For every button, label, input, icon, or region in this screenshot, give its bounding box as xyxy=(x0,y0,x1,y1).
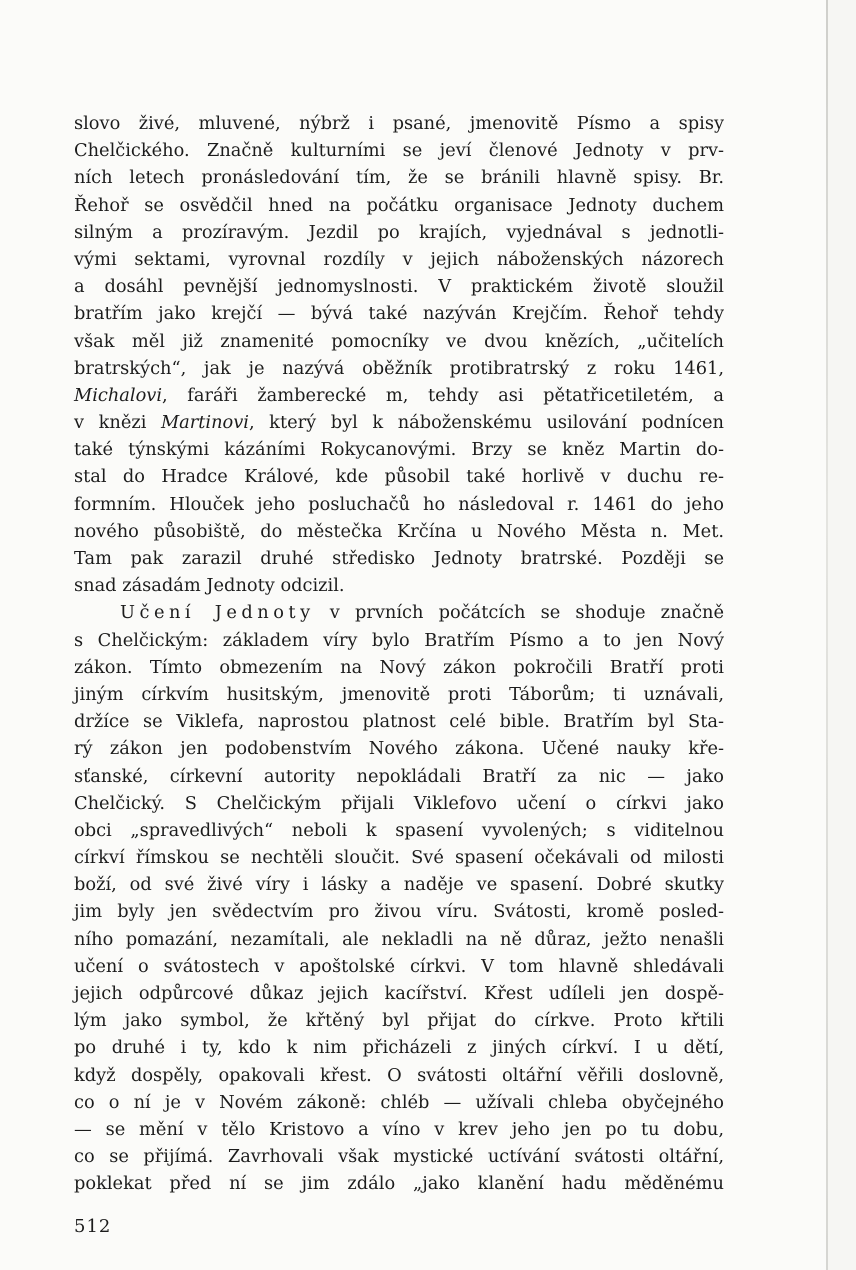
text-segment: slovo živé, mluvené, nýbrž i psané, jmenovitě Písmo a spisy xyxy=(74,113,724,134)
text-segment: rý zákon jen podobenstvím Nového zákona. Učené nauky kře- xyxy=(74,738,724,760)
text-line xyxy=(74,409,724,436)
text-segment: s Chelčickým: základem víry bylo Bratřím Písmo a to jen Nový xyxy=(74,629,724,651)
italic-name: Martinovi xyxy=(160,412,249,434)
text-line xyxy=(74,192,724,219)
text-line xyxy=(74,164,724,191)
text-segment: — se mění v tělo Kristovo a víno v krev jeho jen po tu dobu, xyxy=(74,1118,724,1140)
text-segment: vými sektami, vyrovnal rozdíly v jejich náboženských názorech xyxy=(74,248,724,270)
text-line xyxy=(74,708,724,735)
text-segment: když dospěly, opakovali křest. O svátosti oltářní věřili doslovně, xyxy=(74,1064,724,1086)
text-segment: jejich odpůrcové důkaz jejich kacířství. Křest udíleli jen dospě- xyxy=(74,983,724,1004)
text-segment: církví římskou se nechtěli sloučit. Své spasení očekávali od milosti xyxy=(74,847,724,869)
text-line xyxy=(74,491,724,518)
text-line xyxy=(74,518,724,545)
text-segment: obci „spravedlivých“ neboli k spasení vyvolených; s viditelnou xyxy=(74,819,724,841)
text-segment: v prvních počátcích se shoduje značně xyxy=(314,602,724,624)
text-segment: silným a prozíravým. Jezdil po krajích, vyjednával s jednotli- xyxy=(74,221,724,243)
text-segment: také týnskými kázáními Rokycanovými. Brzy se kněz Martin do- xyxy=(74,439,724,461)
text-line xyxy=(74,110,724,137)
text-line xyxy=(74,137,724,164)
text-line xyxy=(74,572,724,599)
text-segment: v knězi xyxy=(74,412,161,434)
text-line xyxy=(74,300,724,327)
text-line xyxy=(74,355,724,382)
text-line xyxy=(74,219,724,246)
text-line xyxy=(74,681,724,708)
text-line xyxy=(74,1116,724,1143)
text-segment: poklekat před ní se jim zdálo „jako klanění hadu měděnému xyxy=(74,1173,724,1195)
text-segment: Chelčického. Značně kulturními se jeví členové Jednoty v prv- xyxy=(74,140,724,162)
text-segment: ního pomazání, nezamítali, ale nekladli na ně důraz, ježto nenašli xyxy=(74,928,724,950)
text-segment: však měl již znamenité pomocníky ve dvou knězích, „učitelích xyxy=(74,330,724,352)
text-segment: učení o svátostech v apoštolské církvi. V tom hlavně shledávali xyxy=(74,955,724,977)
text-line xyxy=(74,1170,724,1197)
text-segment: co se přijímá. Zavrhovali však mystické uctívání svátosti oltářní, xyxy=(74,1146,724,1168)
text-line xyxy=(74,654,724,681)
text-line xyxy=(74,926,724,953)
text-segment: držíce se Viklefa, naprostou platnost celé bible. Bratřím byl Sta- xyxy=(74,711,724,733)
text-line xyxy=(74,627,724,654)
text-segment: bratrských“, jak je nazývá oběžník protibratrský z roku 1461, xyxy=(74,357,724,379)
text-line xyxy=(74,246,724,273)
text-line xyxy=(74,328,724,355)
text-segment: sťanské, církevní autority nepokládali Bratří za nic — jako xyxy=(74,765,724,787)
italic-name: Michalovi xyxy=(74,384,163,406)
text-line xyxy=(74,817,724,844)
text-segment: Řehoř se osvědčil hned na počátku organisace Jednoty duchem xyxy=(74,194,724,216)
text-line xyxy=(74,735,724,762)
text-segment: bratřím jako krejčí — bývá také nazýván Krejčím. Řehoř tehdy xyxy=(74,303,724,325)
text-line xyxy=(74,599,724,626)
text-line xyxy=(74,273,724,300)
text-line xyxy=(74,871,724,898)
text-segment: nového působiště, do městečka Krčína u Nového Města n. Met. xyxy=(74,520,724,542)
text-line xyxy=(74,436,724,463)
text-segment: lým jako symbol, že křtěný byl přijat do církve. Proto křtili xyxy=(74,1010,724,1032)
text-segment: , který byl k náboženskému usilování podnícen xyxy=(248,412,724,434)
text-line xyxy=(74,463,724,490)
text-segment: jim byly jen svědectvím pro živou víru. Svátosti, kromě posled- xyxy=(74,901,724,923)
text-line xyxy=(74,844,724,871)
text-line xyxy=(74,1034,724,1061)
text-segment: jiným církvím husitským, jmenovitě proti Táborům; ti uznávali, xyxy=(74,683,724,705)
text-line xyxy=(74,1143,724,1170)
text-segment: ních letech pronásledování tím, že se bránili hlavně spisy. Br. xyxy=(74,167,724,189)
page-margin-right xyxy=(828,0,856,1270)
text-segment: zákon. Tímto obmezením na Nový zákon pokročili Bratří proti xyxy=(74,656,724,678)
page-number: 512 xyxy=(74,1216,112,1237)
text-segment: snad zásadám Jednoty odcizil. xyxy=(74,575,345,597)
text-line xyxy=(74,980,724,1007)
text-line xyxy=(74,1007,724,1034)
text-segment: formním. Hlouček jeho posluchačů ho následoval r. 1461 do jeho xyxy=(74,493,724,515)
text-segment: stal do Hradce Králové, kde působil také horlivě v duchu re- xyxy=(74,466,724,488)
text-segment: po druhé i ty, kdo k nim přicházeli z jiných církví. I u dětí, xyxy=(74,1037,724,1059)
text-segment: a dosáhl pevnější jednomyslnosti. V praktickém životě sloužil xyxy=(74,276,724,298)
text-segment: Tam pak zarazil druhé středisko Jednoty bratrské. Později se xyxy=(74,548,724,569)
text-segment: boží, od své živé víry i lásky a naděje ve spasení. Dobré skutky xyxy=(74,874,724,896)
text-line xyxy=(74,1062,724,1089)
text-segment: Chelčický. S Chelčickým přijali Viklefovo učení o církvi jako xyxy=(74,792,724,814)
text-line xyxy=(74,763,724,790)
text-line xyxy=(74,1089,724,1116)
body-text xyxy=(74,110,724,1198)
text-segment: co o ní je v Novém zákoně: chléb — užívali chleba obyčejného xyxy=(74,1091,724,1113)
text-line xyxy=(74,953,724,980)
spaced-heading: Učení Jednoty xyxy=(120,602,315,624)
text-line xyxy=(74,898,724,925)
page-edge xyxy=(826,0,828,1270)
text-line xyxy=(74,382,724,409)
text-segment: , faráři žamberecké m, tehdy asi pětatřicetiletém, a xyxy=(162,384,724,406)
text-line xyxy=(74,790,724,817)
text-line xyxy=(74,545,724,572)
